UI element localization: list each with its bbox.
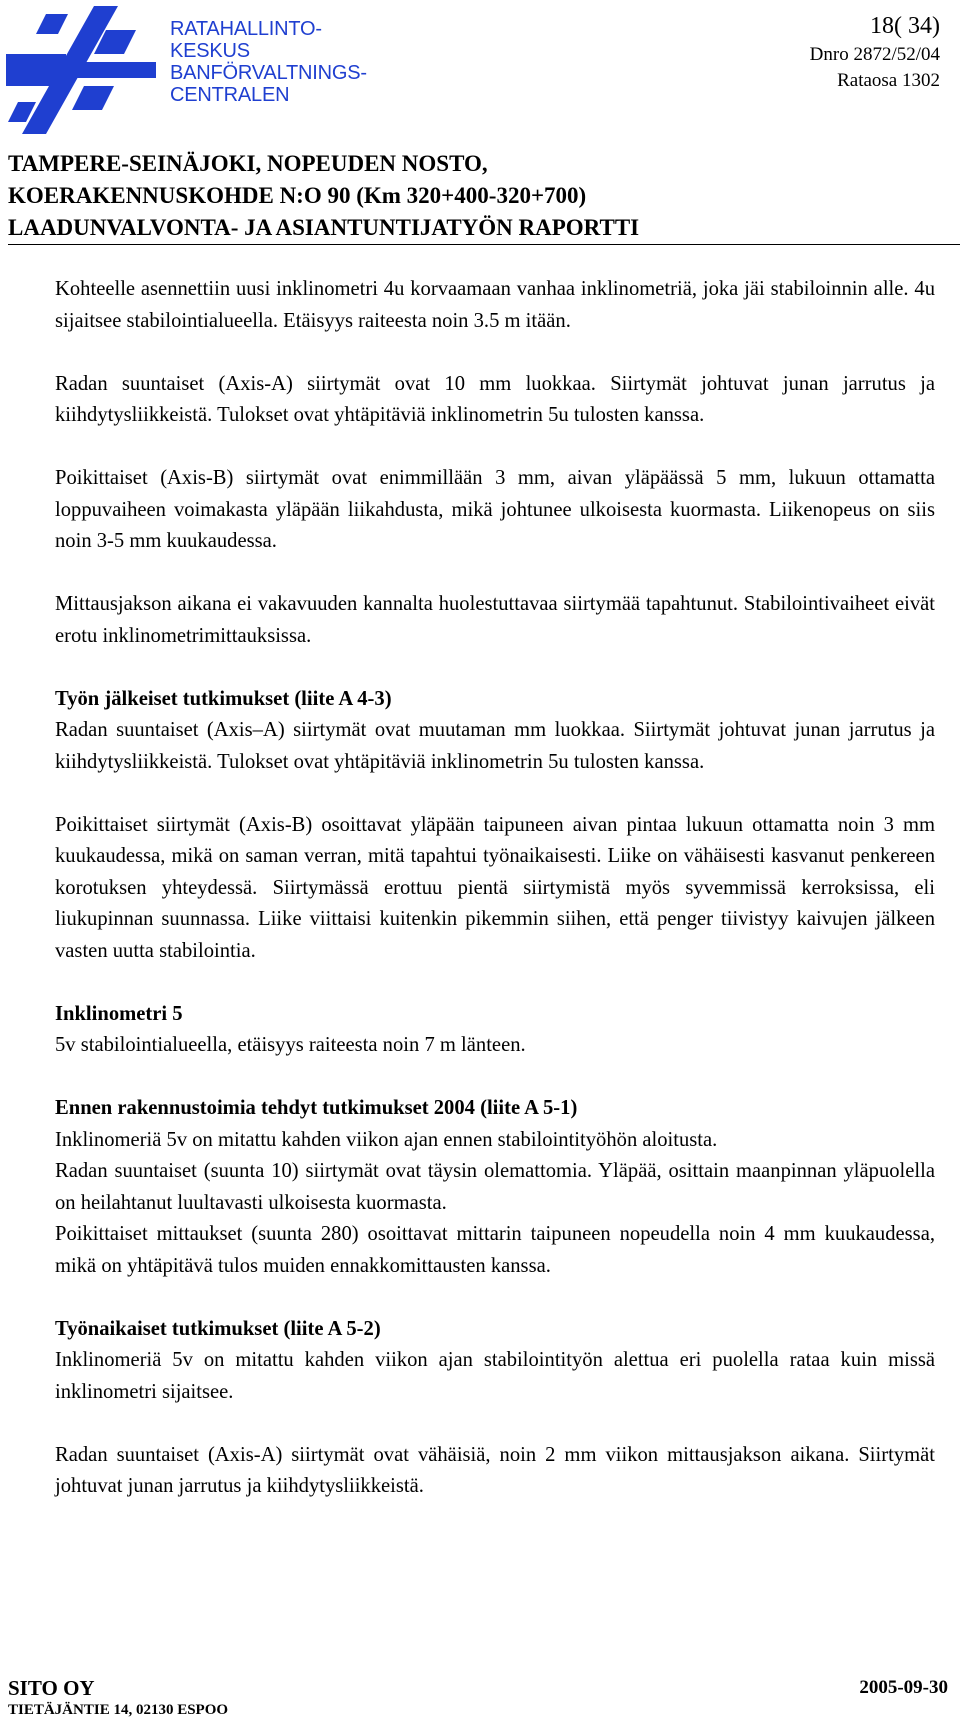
section-heading: Ennen rakennustoimia tehdyt tutkimukset 2004 (liite A 5-1)	[55, 1097, 578, 1119]
footer-company	[8, 1676, 228, 1720]
section-heading: Työn jälkeiset tutkimukset (liite A 4-3)	[55, 687, 392, 710]
paragraph: Kohteelle asennettiin uusi inklinometri 4u korvaamaan vanhaa inklinometriä, joka jäi stabiloinnin alle. 4u sijaitsee stabilointialueella. Etäisyys raiteesta noin 3.5 m itään.	[55, 278, 935, 332]
title-line-2: KOERAKENNUSKOHDE N:O 90 (Km 320+400-320+700)	[8, 183, 587, 208]
rataosa: Rataosa 1302	[837, 70, 940, 91]
title-line-3: LAADUNVALVONTA- JA ASIANTUNTIJATYÖN RAPORTTI	[8, 215, 640, 240]
document-body	[55, 274, 935, 1534]
title-line-1: TAMPERE-SEINÄJOKI, NOPEUDEN NOSTO,	[8, 151, 488, 176]
paragraph: Poikittaiset (Axis-B) siirtymät ovat enimmillään 3 mm, aivan yläpäässä 5 mm, lukuun ottamatta loppuvaiheen voimakasta yläpään liikahdusta, mikä johtunee ulkoisesta kuormasta. Liikenopeus on siis noin 3-5 mm kuukaudessa.	[55, 467, 935, 552]
dnro: Dnro 2872/52/04	[809, 44, 940, 65]
org-name-line: RATAHALLINTO-	[170, 18, 322, 40]
company-name: SITO OY	[8, 1676, 95, 1700]
logo-graphic	[6, 6, 156, 134]
paragraph: Mittausjakson aikana ei vakavuuden kannalta huolestuttavaa siirtymää tapahtunut. Stabilointivaiheet eivät erotu inklinometrimittauksissa.	[55, 593, 935, 647]
document-title	[8, 148, 960, 245]
org-name-line: BANFÖRVALTNINGS-	[170, 62, 367, 84]
organization-name	[170, 18, 367, 106]
paragraph: Inklinomeriä 5v on mitattu kahden viikon ajan stabilointityön alettua eri puolella rataa kuin missä inklinometri sijaitsee.	[55, 1349, 935, 1403]
document-meta	[810, 10, 940, 94]
paragraph: Radan suuntaiset (suunta 10) siirtymät ovat täysin olemattomia. Yläpää, osittain maanpinnan yläpuolella on heilahtanut luultavasti ulkoisesta kuormasta.	[55, 1160, 935, 1214]
company-address: TIETÄJÄNTIE 14, 02130 ESPOO	[8, 1702, 229, 1718]
section-heading: Työnaikaiset tutkimukset (liite A 5-2)	[55, 1317, 381, 1340]
section-heading: Inklinometri 5	[55, 1002, 183, 1025]
paragraph: 5v stabilointialueella, etäisyys raiteesta noin 7 m länteen.	[55, 1034, 526, 1056]
page-number: 18( 34)	[870, 13, 940, 39]
paragraph: Inklinomeriä 5v on mitattu kahden viikon ajan ennen stabilointityöhön aloitusta.	[55, 1128, 718, 1151]
paragraph: Radan suuntaiset (Axis–A) siirtymät ovat muutaman mm luokkaa. Siirtymät johtuvat junan jarrutus ja kiihdytysliikkeistä. Tulokset ovat yhtäpitäviä inklinometrin 5u tulosten kanssa.	[55, 719, 935, 773]
paragraph: Poikittaiset mittaukset (suunta 280) osoittavat mittarin taipuneen nopeudella noin 4 mm kuukaudessa, mikä on yhtäpitävä tulos muiden ennakkomittausten kanssa.	[55, 1223, 935, 1277]
footer-date: 2005-09-30	[859, 1677, 948, 1698]
org-name-line: KESKUS	[170, 40, 250, 62]
paragraph: Poikittaiset siirtymät (Axis-B) osoittavat yläpään taipuneen aivan pintaa lukuun ottamatta noin 3 mm kuukaudessa, mikä on saman verran, mitä tapahtui työnaikaisesti. Liike on vähäisesti kasvanut penkereen korotuksen yhteydessä. Siirtymässä erottuu pientä siirtymistä myös syvemmissä kerroksissa, eli liukupinnan suunnassa. Liike viittaisi kuitenkin pikemmin siihen, että penger tiivistyy kaivujen jälkeen vasten uutta stabilointia.	[55, 813, 935, 962]
org-name-line: CENTRALEN	[170, 84, 290, 106]
paragraph: Radan suuntaiset (Axis-A) siirtymät ovat 10 mm luokkaa. Siirtymät johtuvat junan jarrutus ja kiihdytysliikkeistä. Tulokset ovat yhtäpitäviä inklinometrin 5u tulosten kanssa.	[55, 372, 935, 426]
organization-logo	[6, 6, 156, 134]
paragraph: Radan suuntaiset (Axis-A) siirtymät ovat vähäisiä, noin 2 mm viikon mittausjakson aikana. Siirtymät johtuvat junan jarrutus ja kiihdytysliikkeistä.	[55, 1443, 935, 1497]
